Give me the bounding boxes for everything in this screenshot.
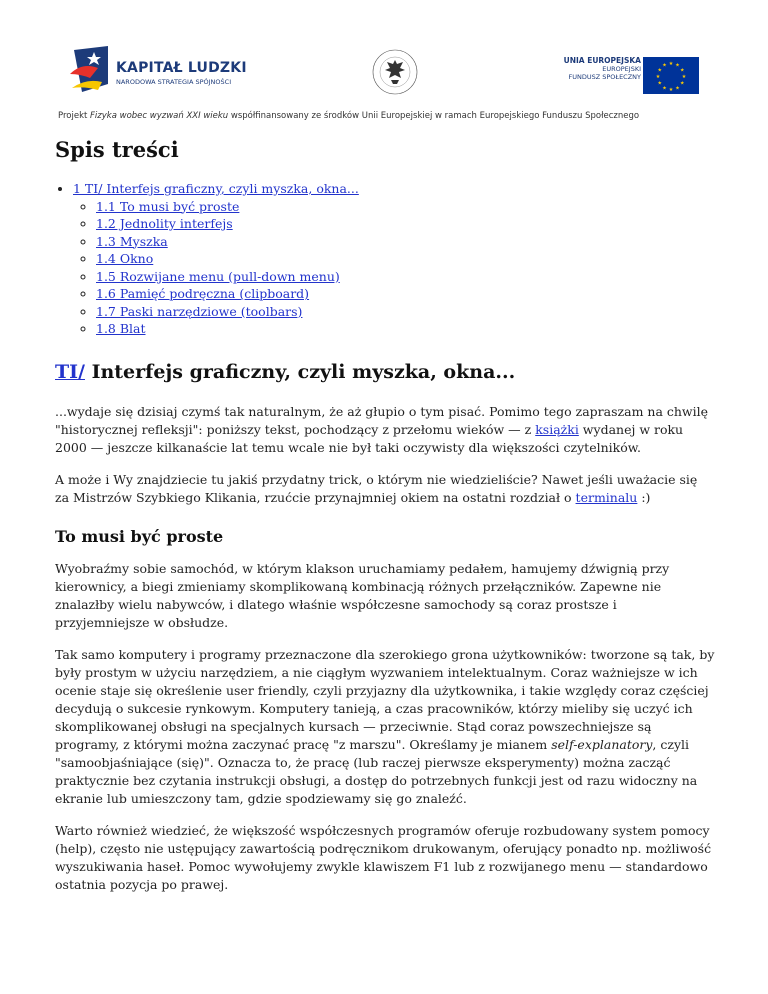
toc-link-1-8[interactable]: 1.8 Blat [96, 321, 146, 336]
toc-title: Spis treści [55, 137, 179, 162]
section-ti-link[interactable]: TI/ [55, 360, 85, 383]
svg-text:★: ★ [657, 67, 662, 74]
svg-text:★: ★ [675, 62, 680, 69]
text-span: :) [637, 489, 651, 505]
header-logos [0, 0, 768, 130]
toc-subitem [96, 215, 715, 233]
section-heading [55, 361, 715, 383]
subsection-paragraph-1: Wyobraźmy sobie samochód, w którym klakson uruchamiamy pedałem, hamujemy dźwignią przy kierownicy, a biegi zmieniamy skomplikowaną kombinacją różnych przełączników. Zapewne nie znalazłby wielu nabywców, i dlatego właśnie współczesne samochody są coraz prostsze i przyjemniejsze w obsłudze. [55, 560, 670, 630]
section-title: Interfejs graficzny, czyli myszka, okna... [84, 360, 516, 383]
eu-line1: EUROPEJSKI [602, 65, 641, 73]
svg-text:★: ★ [680, 67, 685, 74]
toc-link-1-4[interactable]: 1.4 Okno [96, 251, 154, 266]
kapital-ludzki-title: KAPITAŁ LUDZKI [116, 60, 247, 76]
text-span: A może i Wy znajdziecie tu jakiś przydatny trick, o którym nie wiedzieliście? Nawet jeśli uważacie się za Mistrzów Szybkiego Klikania, rzućcie przynajmniej okiem na ostatni rozdział o [55, 471, 698, 505]
project-title: Fizyka wobec wyzwań XXI wieku [90, 111, 229, 121]
project-suffix: współfinansowany ze środków Unii Europejskiej w ramach Europejskiego Funduszu Społecznego [228, 111, 640, 121]
section-paragraph-2 [55, 471, 715, 507]
toc-sublist [73, 198, 715, 338]
toc-subitem [96, 250, 715, 268]
kapital-ludzki-logo [68, 44, 268, 98]
svg-text:★: ★ [657, 80, 662, 87]
toc-link-1-2[interactable]: 1.2 Jednolity interfejs [96, 216, 233, 231]
svg-text:★: ★ [681, 74, 687, 80]
text-span: ...wydaje się dzisiaj czymś tak naturalnym, że aż głupio o tym pisać. Pomimo tego zapraszam na chwilę "historycznej refleksji": poniższy tekst, pochodzący z przełomu wieków — z [55, 403, 709, 437]
kapital-ludzki-emblem-icon [68, 44, 114, 98]
svg-text:★: ★ [662, 85, 667, 92]
eu-line2: FUNDUSZ SPOŁECZNY [568, 73, 641, 81]
subsection-paragraph-3: Warto również wiedzieć, że większość współczesnych programów oferuje rozbudowany system pomocy (help), często nie ustępujący zawartością podręcznikom drukowanym, oferujący ponadto np. możliwość wyszukiwania haseł. Pomoc wywołujemy zwykle klawiszem F1 lub z rozwijanego menu — standardowo ostatnia pozycja po prawej. [55, 822, 712, 892]
text-span: , czyli "samoobjaśniające (się)". Oznacza to, że pracę (lub raczej pierwsze eksperymenty) można zacząć praktycznie bez czytania instrukcji obsługi, a dostęp do potrzebnych funkcji jest od razu widoczny na ekranie lub umieszczony tam, gdzie spodziewamy się go znaleźć. [55, 736, 698, 806]
svg-text:★: ★ [675, 85, 680, 92]
toc-link-1-6[interactable]: 1.6 Pamięć podręczna (clipboard) [96, 286, 310, 301]
toc-link-main[interactable]: 1 TI/ Interfejs graficzny, czyli myszka, okna... [73, 181, 359, 196]
toc-link-1-1[interactable]: 1.1 To musi być proste [96, 198, 240, 214]
project-prefix: Projekt [58, 111, 91, 121]
kapital-ludzki-subtitle: NARODOWA STRATEGIA SPÓJNOŚCI [116, 78, 232, 86]
project-funding-note [58, 111, 718, 121]
text-span: Tak samo komputery i programy przeznaczone dla szerokiego grona użytkowników: tworzone są tak, by były prostym w użyciu narzędziem, a nie ciągłym wyzwaniem intelektualnym. Coraz ważniejsze w ich ocenie staje się określenie user friendly, czyli przyjazny dla użytkownika, i takie względy coraz częściej decydują o sukcesie rynkowym. Komputery tanieją, a czas pracowników, którzy mieliby się uczyć ich skomplikowanej obsługi na specjalnych kursach — przeciwnie. Stąd coraz powszechniejsze są programy, z którymi można zaczynać pracę "z marszu". Określamy je mianem [55, 646, 715, 752]
toc-link-1-7[interactable]: 1.7 Paski narzędziowe (toolbars) [96, 303, 303, 319]
toc-link-1-5[interactable]: 1.5 Rozwijane menu (pull-down menu) [96, 268, 340, 284]
eu-logo-block [543, 56, 701, 96]
toc-subitem [96, 233, 715, 251]
svg-text:★: ★ [662, 62, 667, 69]
toc-item [73, 180, 715, 338]
section-paragraph-1 [55, 403, 715, 457]
toc-link-1-3[interactable]: 1.3 Myszka [96, 233, 168, 249]
svg-text:★: ★ [668, 87, 674, 93]
emphasis-text: self-explanatory [551, 736, 653, 752]
university-seal-logo [371, 48, 419, 96]
eu-flag-icon [643, 57, 699, 94]
book-link[interactable]: książki [535, 421, 579, 437]
subsection-paragraph-2 [55, 646, 715, 808]
page-content [55, 137, 715, 894]
eu-title: UNIA EUROPEJSKA [563, 56, 641, 65]
text-span: wydanej w roku 2000 — jeszcze kilkanaście lat temu wcale nie był taki oczywisty dla większości czytelników. [55, 421, 684, 455]
svg-text:★: ★ [680, 80, 685, 87]
terminal-link[interactable]: terminalu [575, 489, 638, 505]
eagle-seal-icon [371, 48, 419, 96]
toc-subitem [96, 320, 715, 338]
toc-subitem [96, 268, 715, 286]
toc-subitem [96, 285, 715, 303]
subsection-heading: To musi być proste [55, 526, 224, 546]
svg-text:★: ★ [668, 61, 674, 67]
toc-subitem [96, 198, 715, 216]
svg-text:★: ★ [655, 74, 661, 80]
toc-subitem [96, 303, 715, 321]
table-of-contents [55, 180, 715, 338]
